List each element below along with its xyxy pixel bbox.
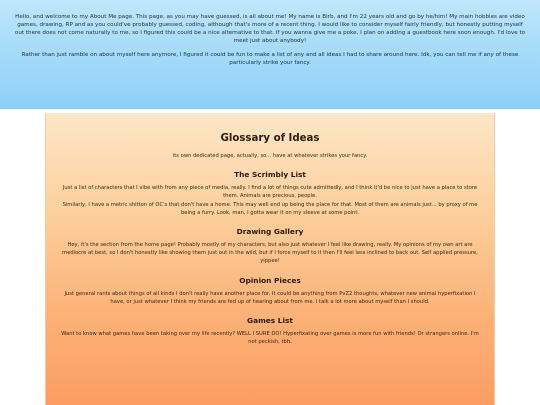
intro-paragraph: Rather than just ramble on about myself here anymore, I figured it could be fun to make a list of any and all ideas I had to share around here. Idk, you can tell me if any of these particularly strike your fancy. <box>21 52 519 67</box>
section-text-scrimbly-list: Just a list of characters that I vibe with from any piece of media, really. I find a lot of things cute admittedly, and I think it'd be nice to just have a place to store them. Animals are precious, people. <box>62 185 478 200</box>
glossary-panel <box>45 113 495 405</box>
section-heading-games-list: Games List <box>247 316 293 326</box>
section-heading-scrimbly-list: The Scrimbly List <box>234 170 306 180</box>
section-heading-opinion-pieces: Opinion Pieces <box>239 275 301 285</box>
glossary-tagline: its own dedicated page, actually, so... have at whatever strikes your fancy. <box>172 153 368 159</box>
section-text-drawing-gallery: Hey, it's the section from the home page! Probably mostly of my characters, but also just whatever I feel like drawing, really. My opinions of my own art are mediocre at best, so I don't honestly like showing them just out in the wild, but if I force myself to it then I'll feel less inclined to back out. Self applied pressure, yippee! <box>62 242 478 265</box>
section-heading-drawing-gallery: Drawing Gallery <box>236 227 304 237</box>
intro-panel <box>0 0 540 109</box>
section-text-games-list: Want to know what games have been taking over my life recently? WELL I SURE DO! Hyperfixating over games is more fun with friends! Or strangers online. I'm not peckish, tbh. <box>61 331 479 346</box>
intro-paragraph: Hello, and welcome to my About Me page. This page, as you may have guessed, is all about me! My name is Birb, and I'm 22 years old and go by he/him! My main hobbies are video games, drawing, RP and as you could've probably guessed, coding, although that's more of a recent thing. I would like to consider myself fairly friendly, but honestly putting myself out there does not come naturally to me, so I figured this could be a nice alternative to that. If you wanna give me a poke, I plan on adding a guestbook here soon enough. I'd love to meet just about anybody! <box>14 14 526 45</box>
section-text-scrimbly-list-oc: Similarly, I have a metric shitton of OC's that don't have a home. This may well end up being the place for that. Most of them are animals just... by proxy of me being a furry. Look, man, I gotta wear it on my sleeve at some point. <box>62 201 478 216</box>
section-text-opinion-pieces: Just general rants about things of all kinds I don't really have another place for. It could be anything from PvZ2 thoughts, whatever new animal hyperfixation I have, or just whatever I think my friends are fed up of hearing about from me. I talk a lot more about myself than I should. <box>64 290 476 305</box>
glossary-title: Glossary of Ideas <box>220 133 320 144</box>
